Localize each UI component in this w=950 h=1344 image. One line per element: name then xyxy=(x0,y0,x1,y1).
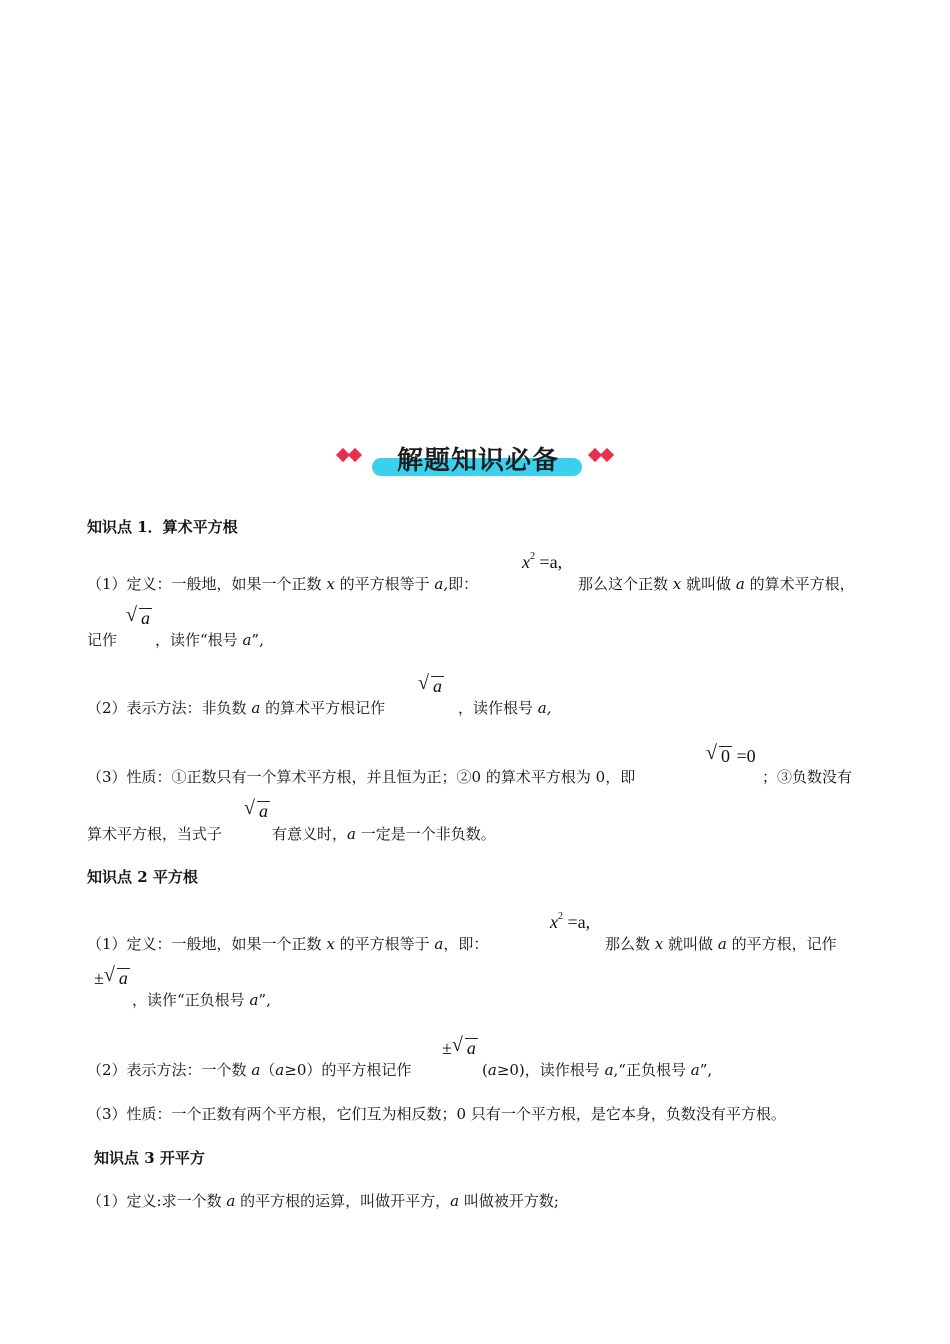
kp1-sqrt-zero-eq: √ 0 =0 xyxy=(706,742,756,766)
kp1-representation: （2）表示方法：非负数 a 的算术平方根记作 xyxy=(87,699,386,717)
kp3-definition: （1）定义:求一个数 a 的平方根的运算，叫做开平方，a 叫做被开方数; xyxy=(87,1192,559,1210)
kp1-property-line2-cont: 有意义时，a 一定是一个非负数。 xyxy=(272,825,496,843)
kp1-property-line2: 算术平方根，当式子 xyxy=(87,825,223,843)
kp2-equation: $x^2 =a$, xyxy=(550,911,591,932)
kp1-notation-label: 记作 xyxy=(87,631,118,649)
kp2-representation: （2）表示方法：一个数 a（a≥0）的平方根记作 xyxy=(87,1061,412,1079)
kp1-property-cont: ；③负数没有 xyxy=(762,768,853,786)
kp1-sqrt-a-2: √ a xyxy=(418,672,442,696)
kp2-definition-cont: 那么数 x 就叫做 a 的平方根，记作 xyxy=(605,935,837,953)
banner-title: 解题知识必备 xyxy=(396,446,559,476)
kp1-representation-read: ，读作根号 a, xyxy=(458,699,552,717)
kp1-sqrt-a: √ a xyxy=(126,604,150,628)
kp1-definition: （1）定义：一般地，如果一个正数 x 的平方根等于 a,即： xyxy=(87,575,479,593)
kp1-heading: 知识点 1．算术平方根 xyxy=(87,518,238,536)
kp2-pm-sqrt-a-2: ± √ a xyxy=(442,1034,476,1058)
kp2-heading: 知识点 2 平方根 xyxy=(87,868,198,886)
kp1-definition-cont: 那么这个正数 x 就叫做 a 的算术平方根， xyxy=(578,575,855,593)
kp2-pm-sqrt-a: ± √ a xyxy=(94,964,128,988)
kp1-notation-read: ，读作“根号 a”, xyxy=(155,631,264,649)
kp1-sqrt-a-3: √ a xyxy=(244,797,268,821)
section-banner xyxy=(338,438,618,480)
kp2-definition: （1）定义：一般地，如果一个正数 x 的平方根等于 a，即： xyxy=(87,935,489,953)
kp1-equation: $x^2 =a$, xyxy=(522,551,563,572)
kp2-read: ，读作“正负根号 a”, xyxy=(132,991,271,1009)
kp3-heading: 知识点 3 开平方 xyxy=(94,1149,205,1167)
kp1-property: （3）性质：①正数只有一个算术平方根，并且恒为正；②0 的算术平方根为 0，即 xyxy=(87,768,636,786)
kp2-representation-read: (a≥0)，读作根号 a,“正负根号 a”, xyxy=(482,1061,713,1079)
kp2-property: （3）性质：一个正数有两个平方根，它们互为相反数；0 只有一个平方根，是它本身，负数没有平方根。 xyxy=(87,1105,786,1123)
